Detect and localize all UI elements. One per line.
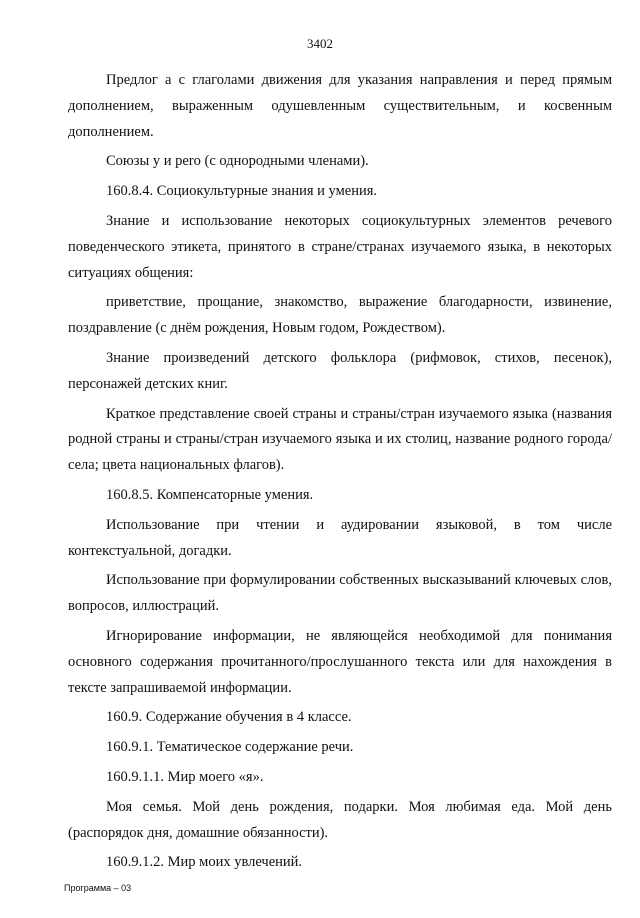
footer-label: Программа – 03 [64,883,132,893]
paragraph-folklore-knowledge: Знание произведений детского фольклора (рифмовок, стихов, песенок), персонажей детских книг. [68,349,612,392]
paragraph-country-presentation: Краткое представление своей страны и страны/стран изучаемого языка (названия родной страны и страны/стран изучаемого языка и их столиц, название родного города/села; цвета национальных флагов). [68,405,612,474]
heading-my-hobbies: 160.9.1.2. Мир моих увлечений. [106,854,303,871]
paragraph-etiquette-knowledge: Знание и использование некоторых социокультурных элементов речевого поведенческого этикета, принятого в стране/странах изучаемого языка, в некоторых ситуациях общения: [68,212,612,281]
page-number: 3402 [307,36,333,51]
paragraph-keywords-usage: Использование при формулировании собственных высказываний ключевых слов, вопросов, иллюстраций. [68,572,612,615]
heading-grade4-content: 160.9. Содержание обучения в 4 классе. [106,709,352,726]
paragraph-conjunctions: Союзы y и pero (с однородными членами). [106,153,369,170]
body-text [68,68,612,880]
heading-compensatory-skills: 160.8.5. Компенсаторные умения. [106,486,314,503]
paragraph-preposition-a: Предлог а с глаголами движения для указания направления и перед прямым дополнением, выраженным одушевленным существительным, и косвенным дополнением. [68,72,612,140]
paragraph-language-guess: Использование при чтении и аудировании языковой, в том числе контекстуальной, догадки. [68,516,612,559]
paragraph-greetings-list: приветствие, прощание, знакомство, выражение благодарности, извинение, поздравление (с днём рождения, Новым годом, Рождеством). [68,294,612,337]
heading-thematic-content: 160.9.1. Тематическое содержание речи. [106,739,354,756]
heading-my-world: 160.9.1.1. Мир моего «я». [106,768,264,785]
heading-sociocultural-skills: 160.8.4. Социокультурные знания и умения. [106,183,378,200]
paragraph-ignoring-information: Игнорирование информации, не являющейся необходимой для понимания основного содержания прочитанного/прослушанного текста или для нахождения в тексте запрашиваемой информации. [68,627,612,696]
paragraph-my-family: Моя семья. Мой день рождения, подарки. Моя любимая еда. Мой день (распорядок дня, домашние обязанности). [68,798,612,841]
